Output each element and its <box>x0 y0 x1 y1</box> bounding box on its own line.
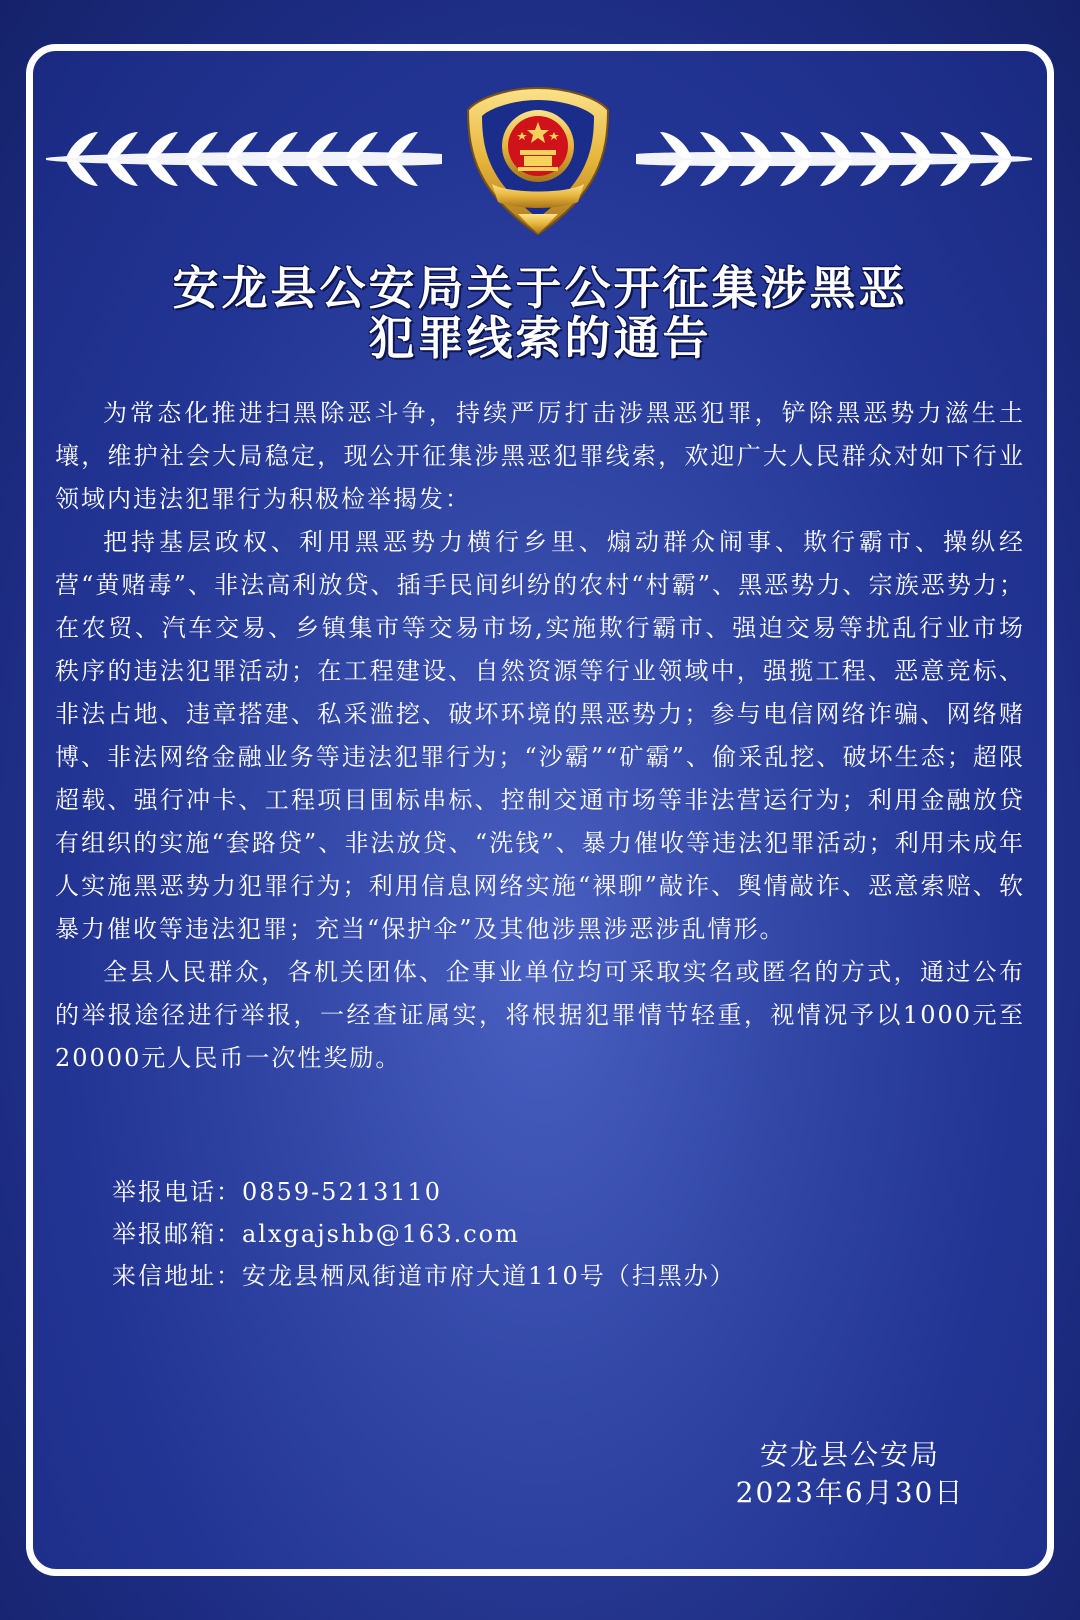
notice-title-line1: 安龙县公安局关于公开征集涉黑恶 <box>172 261 908 315</box>
report-phone: 举报电话：0859-5213110 <box>112 1178 443 1206</box>
report-address: 来信地址：安龙县栖凤街道市府大道110号（扫黑办） <box>112 1262 736 1290</box>
body-paragraph-intro: 为常态化推进扫黑除恶斗争，持续严厉打击涉黑恶犯罪，铲除黑恶势力滋生土壤，维护社会大局稳定，现公开征集涉黑恶犯罪线索，欢迎广大人民群众对如下行业领域内违法犯罪行为积极检举揭发： <box>55 399 1025 513</box>
notice-title-line2: 犯罪线索的通告 <box>368 311 712 365</box>
report-email: 举报邮箱：alxgajshb@163.com <box>112 1220 520 1248</box>
laurel-wing-icon <box>636 128 1032 190</box>
laurel-wing-icon <box>46 128 442 190</box>
issue-date: 2023年6月30日 <box>735 1476 965 1509</box>
police-emblem-icon <box>458 84 618 239</box>
body-paragraph-categories: 把持基层政权、利用黑恶势力横行乡里、煽动群众闹事、欺行霸市、操纵经营“黄赌毒”、非法高利放贷、插手民间纠纷的农村“村霸”、黑恶势力、宗族恶势力；在农贸、汽车交易、乡镇集市等交易市场,实施欺行霸市、强迫交易等扰乱行业市场秩序的违法犯罪活动；在工程建设、自然资源等行业领域中，强揽工程、恶意竞标、非法占地、违章搭建、私采滥挖、破坏环境的黑恶势力；参与电信网络诈骗、网络赌博、非法网络金融业务等违法犯罪行为；“沙霸”“矿霸”、偷采乱挖、破坏生态；超限超载、强行冲卡、工程项目围标串标、控制交通市场等非法营运行为；利用金融放贷有组织的实施“套路贷”、非法放贷、“洗钱”、暴力催收等违法犯罪活动；利用未成年人实施黑恶势力犯罪行为；利用信息网络实施“裸聊”敲诈、舆情敲诈、恶意索赔、软暴力催收等违法犯罪；充当“保护伞”及其他涉黑涉恶涉乱情形。 <box>55 528 1025 943</box>
signature-block <box>720 1436 980 1512</box>
notice-body <box>55 392 1025 1080</box>
body-paragraph-reward: 全县人民群众，各机关团体、企事业单位均可采取实名或匿名的方式，通过公布的举报途径进行举报，一经查证属实，将根据犯罪情节轻重，视情况予以1000元至20000元人民币一次性奖励。 <box>55 958 1025 1072</box>
issuer-name: 安龙县公安局 <box>759 1438 940 1471</box>
